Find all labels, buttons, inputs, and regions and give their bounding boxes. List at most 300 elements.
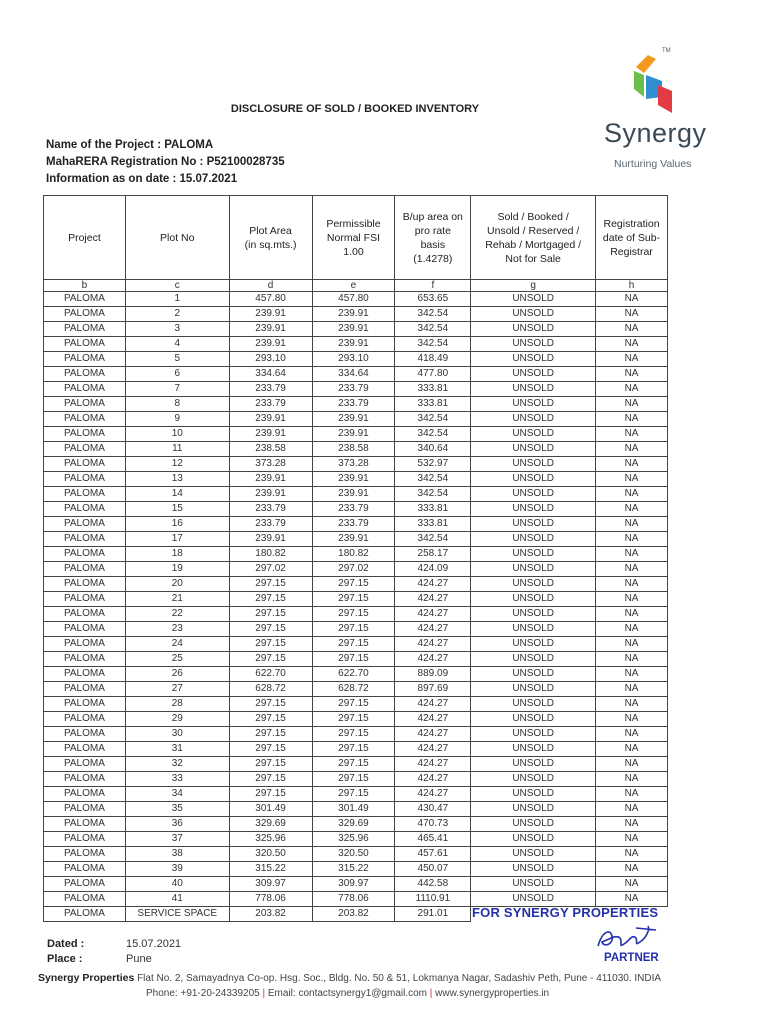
cell-fsi: 457.80 (312, 292, 395, 307)
cell-plot-area: 320.50 (229, 847, 312, 862)
cell-plot-no: 3 (125, 322, 229, 337)
table-row (44, 757, 668, 772)
cell-fsi: 238.58 (312, 442, 395, 457)
table-row (44, 877, 668, 892)
cell-fsi: 301.49 (312, 802, 395, 817)
cell-plot-area: 239.91 (229, 487, 312, 502)
table-row (44, 532, 668, 547)
cell-project: PALOMA (44, 382, 126, 397)
info-date-line: Information as on date : 15.07.2021 (46, 173, 238, 185)
cell-status: UNSOLD (471, 832, 596, 847)
column-letter: b (44, 280, 126, 292)
cell-plot-area: 622.70 (229, 667, 312, 682)
cell-fsi: 315.22 (312, 862, 395, 877)
table-row (44, 787, 668, 802)
cell-plot-no: 31 (125, 742, 229, 757)
table-row (44, 637, 668, 652)
cell-plot-area: 301.49 (229, 802, 312, 817)
cell-plot-area: 297.15 (229, 577, 312, 592)
cell-project: PALOMA (44, 862, 126, 877)
cell-project: PALOMA (44, 547, 126, 562)
table-row (44, 727, 668, 742)
cell-plot-no: 2 (125, 307, 229, 322)
cell-bup-area: 653.65 (395, 292, 471, 307)
cell-plot-no: 17 (125, 532, 229, 547)
cell-status: UNSOLD (471, 592, 596, 607)
cell-fsi: 325.96 (312, 832, 395, 847)
cell-fsi: 309.97 (312, 877, 395, 892)
table-row (44, 682, 668, 697)
cell-project: PALOMA (44, 892, 126, 907)
cell-plot-area: 297.15 (229, 637, 312, 652)
cell-registration-date: NA (596, 382, 668, 397)
cell-status: UNSOLD (471, 442, 596, 457)
column-letter-row (44, 280, 668, 292)
dated-value: 15.07.2021 (126, 938, 182, 950)
cell-bup-area: 424.27 (395, 577, 471, 592)
cell-registration-date: NA (596, 517, 668, 532)
cell-registration-date: NA (596, 757, 668, 772)
logo-trademark: TM (662, 48, 671, 54)
cell-bup-area: 342.54 (395, 307, 471, 322)
cell-plot-no: 22 (125, 607, 229, 622)
cell-status: UNSOLD (471, 457, 596, 472)
cell-fsi: 320.50 (312, 847, 395, 862)
cell-bup-area: 342.54 (395, 532, 471, 547)
cell-status: UNSOLD (471, 427, 596, 442)
cell-plot-no: 25 (125, 652, 229, 667)
cell-bup-area: 340.64 (395, 442, 471, 457)
cell-project: PALOMA (44, 607, 126, 622)
cell-bup-area: 424.27 (395, 607, 471, 622)
cell-registration-date: NA (596, 577, 668, 592)
cell-fsi: 297.15 (312, 607, 395, 622)
cell-status: UNSOLD (471, 652, 596, 667)
cell-fsi: 297.15 (312, 772, 395, 787)
cell-status: UNSOLD (471, 622, 596, 637)
cell-plot-area: 457.80 (229, 292, 312, 307)
cell-fsi: 297.15 (312, 757, 395, 772)
table-row (44, 352, 668, 367)
cell-registration-date: NA (596, 367, 668, 382)
cell-fsi: 239.91 (312, 427, 395, 442)
cell-plot-area: 239.91 (229, 307, 312, 322)
table-row (44, 337, 668, 352)
table-row (44, 802, 668, 817)
table-row (44, 547, 668, 562)
table-row (44, 862, 668, 877)
cell-project: PALOMA (44, 772, 126, 787)
cell-bup-area: 470.73 (395, 817, 471, 832)
cell-status: UNSOLD (471, 667, 596, 682)
company-name: Synergy Properties (38, 972, 135, 984)
cell-project: PALOMA (44, 457, 126, 472)
website-link[interactable]: www.synergyproperties.in (435, 988, 550, 999)
cell-plot-area: 233.79 (229, 382, 312, 397)
cell-project: PALOMA (44, 487, 126, 502)
table-row (44, 502, 668, 517)
cell-project: PALOMA (44, 562, 126, 577)
cell-registration-date: NA (596, 832, 668, 847)
cell-bup-area: 424.27 (395, 652, 471, 667)
cell-plot-no: 8 (125, 397, 229, 412)
cell-registration-date: NA (596, 397, 668, 412)
cell-registration-date: NA (596, 742, 668, 757)
cell-plot-area: 315.22 (229, 862, 312, 877)
cell-fsi: 239.91 (312, 487, 395, 502)
cell-registration-date: NA (596, 847, 668, 862)
cell-plot-no: 28 (125, 697, 229, 712)
cell-registration-date: NA (596, 652, 668, 667)
cell-fsi: 180.82 (312, 547, 395, 562)
cell-project: PALOMA (44, 412, 126, 427)
cell-status: UNSOLD (471, 847, 596, 862)
cell-fsi: 297.15 (312, 787, 395, 802)
cell-fsi: 239.91 (312, 307, 395, 322)
cell-plot-no: 21 (125, 592, 229, 607)
cell-fsi: 628.72 (312, 682, 395, 697)
cell-fsi: 373.28 (312, 457, 395, 472)
cell-bup-area: 342.54 (395, 472, 471, 487)
cell-plot-area: 233.79 (229, 502, 312, 517)
table-row (44, 652, 668, 667)
cell-plot-area: 297.15 (229, 697, 312, 712)
cell-registration-date: NA (596, 817, 668, 832)
cell-registration-date: NA (596, 727, 668, 742)
column-letter: h (596, 280, 668, 292)
cell-status: UNSOLD (471, 397, 596, 412)
cell-status: UNSOLD (471, 292, 596, 307)
cell-plot-no: 32 (125, 757, 229, 772)
cell-project: PALOMA (44, 427, 126, 442)
cell-status: UNSOLD (471, 412, 596, 427)
cell-plot-no: 7 (125, 382, 229, 397)
cell-status: UNSOLD (471, 727, 596, 742)
cell-plot-no: 6 (125, 367, 229, 382)
cell-plot-area: 238.58 (229, 442, 312, 457)
table-row (44, 412, 668, 427)
cell-project: PALOMA (44, 727, 126, 742)
cell-project: PALOMA (44, 517, 126, 532)
cell-plot-no: 37 (125, 832, 229, 847)
cell-plot-no: 40 (125, 877, 229, 892)
cell-registration-date: NA (596, 607, 668, 622)
cell-bup-area: 424.27 (395, 592, 471, 607)
cell-project: PALOMA (44, 502, 126, 517)
cell-plot-area: 334.64 (229, 367, 312, 382)
table-row (44, 487, 668, 502)
cell-plot-no: 11 (125, 442, 229, 457)
cell-project: PALOMA (44, 907, 126, 922)
cell-bup-area: 424.27 (395, 697, 471, 712)
cell-plot-no: SERVICE SPACE (125, 907, 229, 922)
cell-status: UNSOLD (471, 337, 596, 352)
cell-status: UNSOLD (471, 892, 596, 907)
cell-status: UNSOLD (471, 307, 596, 322)
cell-fsi: 239.91 (312, 412, 395, 427)
cell-project: PALOMA (44, 322, 126, 337)
cell-plot-area: 297.02 (229, 562, 312, 577)
cell-bup-area: 424.27 (395, 637, 471, 652)
separator: | (262, 988, 266, 999)
company-stamp: FOR SYNERGY PROPERTIES (472, 905, 659, 920)
table-row (44, 397, 668, 412)
cell-bup-area: 424.27 (395, 727, 471, 742)
header-fsi: Permissible Normal FSI 1.00 (312, 196, 395, 280)
cell-plot-area: 329.69 (229, 817, 312, 832)
cell-status: UNSOLD (471, 472, 596, 487)
cell-fsi: 297.15 (312, 622, 395, 637)
phone-text: Phone: +91-20-24339205 (146, 988, 260, 999)
cell-bup-area: 897.69 (395, 682, 471, 697)
cell-bup-area: 477.80 (395, 367, 471, 382)
cell-status: UNSOLD (471, 517, 596, 532)
cell-fsi: 297.15 (312, 712, 395, 727)
table-row (44, 697, 668, 712)
cell-registration-date: NA (596, 772, 668, 787)
cell-fsi: 233.79 (312, 382, 395, 397)
cell-registration-date: NA (596, 442, 668, 457)
table-row (44, 592, 668, 607)
cell-project: PALOMA (44, 682, 126, 697)
cell-bup-area: 342.54 (395, 487, 471, 502)
cell-registration-date: NA (596, 622, 668, 637)
cell-fsi: 233.79 (312, 517, 395, 532)
address-text: Flat No. 2, Samayadnya Co-op. Hsg. Soc., Bldg. No. 50 & 51, Lokmanya Nagar, Sadashiv Peth, Pune - 411030. INDIA (137, 973, 662, 984)
cell-status: UNSOLD (471, 682, 596, 697)
cell-status: UNSOLD (471, 877, 596, 892)
cell-bup-area: 442.58 (395, 877, 471, 892)
table-row (44, 322, 668, 337)
cell-bup-area: 418.49 (395, 352, 471, 367)
cell-plot-area: 239.91 (229, 472, 312, 487)
cell-fsi: 297.15 (312, 592, 395, 607)
cell-plot-no: 9 (125, 412, 229, 427)
cell-plot-no: 36 (125, 817, 229, 832)
cell-bup-area: 424.27 (395, 787, 471, 802)
cell-bup-area: 291.01 (395, 907, 471, 922)
cell-plot-area: 239.91 (229, 322, 312, 337)
cell-status: UNSOLD (471, 367, 596, 382)
cell-project: PALOMA (44, 577, 126, 592)
cell-project: PALOMA (44, 442, 126, 457)
header-status: Sold / Booked / Unsold / Reserved / Rehab / Mortgaged / Not for Sale (471, 196, 596, 280)
cell-bup-area: 1110.91 (395, 892, 471, 907)
cell-status: UNSOLD (471, 322, 596, 337)
cell-project: PALOMA (44, 352, 126, 367)
table-header-row (44, 196, 668, 280)
table-row (44, 667, 668, 682)
cell-status: UNSOLD (471, 502, 596, 517)
cell-registration-date: NA (596, 322, 668, 337)
cell-plot-no: 23 (125, 622, 229, 637)
cell-plot-area: 778.06 (229, 892, 312, 907)
cell-plot-no: 13 (125, 472, 229, 487)
cell-plot-no: 29 (125, 712, 229, 727)
table-row (44, 517, 668, 532)
cell-status: UNSOLD (471, 382, 596, 397)
cell-fsi: 297.15 (312, 697, 395, 712)
email-text: Email: contactsynergy1@gmail.com (267, 988, 427, 999)
cell-plot-no: 33 (125, 772, 229, 787)
cell-bup-area: 258.17 (395, 547, 471, 562)
cell-plot-no: 41 (125, 892, 229, 907)
cell-plot-area: 297.15 (229, 607, 312, 622)
cell-status: UNSOLD (471, 637, 596, 652)
stamp-partner-label: PARTNER (604, 952, 659, 964)
cell-project: PALOMA (44, 757, 126, 772)
cell-plot-no: 24 (125, 637, 229, 652)
header-bup-area: B/up area on pro rate basis (1.4278) (395, 196, 471, 280)
cell-plot-no: 34 (125, 787, 229, 802)
cell-fsi: 622.70 (312, 667, 395, 682)
cell-plot-no: 12 (125, 457, 229, 472)
place-label: Place : (47, 953, 83, 965)
cell-project: PALOMA (44, 742, 126, 757)
cell-plot-area: 297.15 (229, 772, 312, 787)
cell-registration-date: NA (596, 502, 668, 517)
cell-plot-area: 297.15 (229, 592, 312, 607)
cell-bup-area: 342.54 (395, 412, 471, 427)
place-value: Pune (126, 953, 152, 965)
logo-orange-shape (636, 55, 656, 73)
cell-status: UNSOLD (471, 817, 596, 832)
cell-plot-no: 15 (125, 502, 229, 517)
cell-bup-area: 342.54 (395, 322, 471, 337)
cell-fsi: 239.91 (312, 532, 395, 547)
cell-project: PALOMA (44, 877, 126, 892)
company-address (38, 972, 661, 984)
cell-status: UNSOLD (471, 487, 596, 502)
cell-status: UNSOLD (471, 742, 596, 757)
cell-registration-date: NA (596, 877, 668, 892)
cell-fsi: 233.79 (312, 502, 395, 517)
cell-plot-no: 14 (125, 487, 229, 502)
cell-fsi: 297.15 (312, 727, 395, 742)
cell-plot-no: 38 (125, 847, 229, 862)
cell-registration-date: NA (596, 472, 668, 487)
table-row (44, 292, 668, 307)
cell-bup-area: 333.81 (395, 517, 471, 532)
cell-status: UNSOLD (471, 532, 596, 547)
cell-bup-area: 333.81 (395, 502, 471, 517)
cell-status: UNSOLD (471, 607, 596, 622)
column-letter: c (125, 280, 229, 292)
cell-bup-area: 424.27 (395, 622, 471, 637)
header-project: Project (44, 196, 126, 280)
table-row (44, 712, 668, 727)
cell-project: PALOMA (44, 307, 126, 322)
cell-registration-date: NA (596, 787, 668, 802)
cell-bup-area: 424.27 (395, 712, 471, 727)
cell-project: PALOMA (44, 697, 126, 712)
cell-plot-area: 297.15 (229, 652, 312, 667)
cell-fsi: 233.79 (312, 397, 395, 412)
cell-plot-no: 20 (125, 577, 229, 592)
project-info (46, 137, 285, 188)
cell-fsi: 203.82 (312, 907, 395, 922)
cell-project: PALOMA (44, 847, 126, 862)
table-row (44, 307, 668, 322)
cell-plot-no: 4 (125, 337, 229, 352)
cell-status: UNSOLD (471, 862, 596, 877)
cell-registration-date: NA (596, 457, 668, 472)
cell-plot-area: 297.15 (229, 622, 312, 637)
column-letter: g (471, 280, 596, 292)
cell-project: PALOMA (44, 652, 126, 667)
cell-bup-area: 450.07 (395, 862, 471, 877)
cell-registration-date: NA (596, 307, 668, 322)
cell-plot-area: 239.91 (229, 427, 312, 442)
cell-project: PALOMA (44, 592, 126, 607)
cell-bup-area: 342.54 (395, 427, 471, 442)
cell-project: PALOMA (44, 817, 126, 832)
cell-project: PALOMA (44, 337, 126, 352)
cell-bup-area: 889.09 (395, 667, 471, 682)
cell-project: PALOMA (44, 532, 126, 547)
cell-status: UNSOLD (471, 802, 596, 817)
table-row (44, 577, 668, 592)
cell-plot-no: 39 (125, 862, 229, 877)
cell-status: UNSOLD (471, 577, 596, 592)
cell-plot-area: 293.10 (229, 352, 312, 367)
table-row (44, 847, 668, 862)
table-row (44, 457, 668, 472)
cell-plot-area: 373.28 (229, 457, 312, 472)
column-letter: e (312, 280, 395, 292)
cell-bup-area: 424.27 (395, 742, 471, 757)
cell-project: PALOMA (44, 637, 126, 652)
cell-plot-area: 180.82 (229, 547, 312, 562)
cell-registration-date: NA (596, 412, 668, 427)
cell-fsi: 239.91 (312, 472, 395, 487)
cell-bup-area: 424.27 (395, 772, 471, 787)
logo-green-shape (634, 71, 644, 97)
cell-plot-no: 35 (125, 802, 229, 817)
cell-registration-date: NA (596, 682, 668, 697)
cell-plot-no: 16 (125, 517, 229, 532)
cell-registration-date: NA (596, 352, 668, 367)
cell-bup-area: 457.61 (395, 847, 471, 862)
rera-registration-line: MahaRERA Registration No : P52100028735 (46, 156, 285, 168)
cell-project: PALOMA (44, 397, 126, 412)
cell-plot-no: 1 (125, 292, 229, 307)
cell-project: PALOMA (44, 472, 126, 487)
cell-bup-area: 333.81 (395, 382, 471, 397)
cell-registration-date: NA (596, 337, 668, 352)
project-name-line: Name of the Project : PALOMA (46, 139, 214, 151)
cell-fsi: 297.02 (312, 562, 395, 577)
cell-bup-area: 342.54 (395, 337, 471, 352)
cell-project: PALOMA (44, 367, 126, 382)
cell-plot-area: 203.82 (229, 907, 312, 922)
cell-bup-area: 430.47 (395, 802, 471, 817)
cell-status: UNSOLD (471, 712, 596, 727)
cell-fsi: 239.91 (312, 337, 395, 352)
cell-fsi: 297.15 (312, 637, 395, 652)
cell-status: UNSOLD (471, 562, 596, 577)
cell-plot-area: 239.91 (229, 337, 312, 352)
table-row (44, 442, 668, 457)
cell-project: PALOMA (44, 622, 126, 637)
cell-registration-date: NA (596, 712, 668, 727)
cell-plot-no: 19 (125, 562, 229, 577)
table-row (44, 367, 668, 382)
logo-wordmark: Synergy (604, 118, 707, 148)
table-row (44, 622, 668, 637)
cell-fsi: 297.15 (312, 742, 395, 757)
cell-registration-date: NA (596, 292, 668, 307)
